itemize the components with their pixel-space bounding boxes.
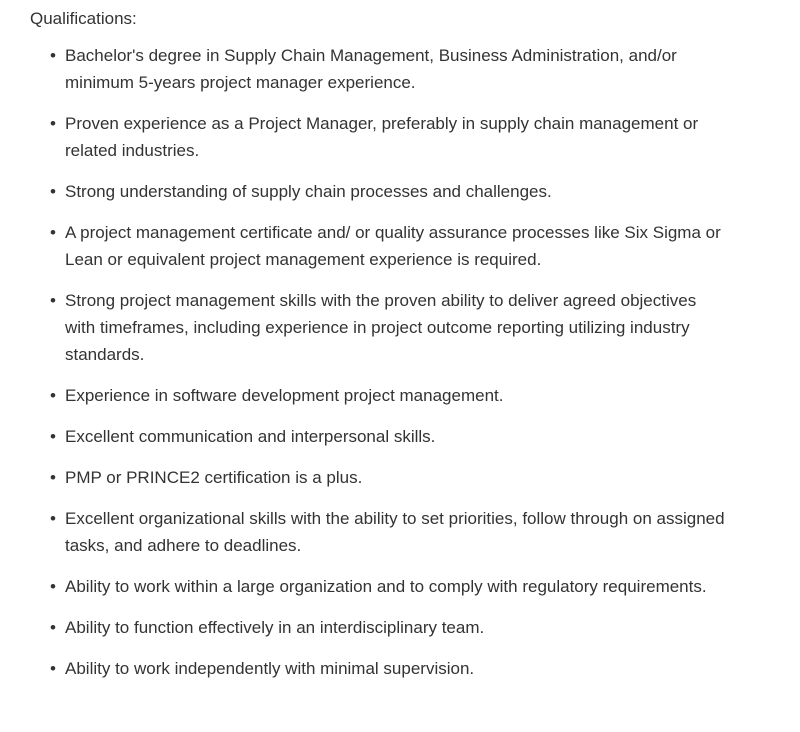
qualifications-list [30,42,800,682]
list-item-text: Ability to function effectively in an interdisciplinary team. [65,618,485,637]
list-item [30,614,725,641]
bullet-icon: • [50,618,56,637]
list-item-text: Strong understanding of supply chain processes and challenges. [65,182,552,201]
list-item-text: Proven experience as a Project Manager, preferably in supply chain management or related industries. [65,114,699,160]
bullet-icon: • [50,223,56,242]
list-item-text: Ability to work independently with minimal supervision. [65,659,475,678]
bullet-icon: • [50,386,56,405]
bullet-icon: • [50,291,56,310]
bullet-icon: • [50,468,56,487]
list-item-text: Experience in software development project management. [65,386,504,405]
bullet-icon: • [50,427,56,446]
list-item [30,573,725,600]
list-item [30,42,725,96]
bullet-icon: • [50,114,56,133]
list-item [30,505,725,559]
list-item [30,423,725,450]
bullet-icon: • [50,659,56,678]
list-item [30,382,725,409]
list-item [30,655,725,682]
list-item [30,219,725,273]
bullet-icon: • [50,46,56,65]
list-item-text: A project management certificate and/ or quality assurance processes like Six Sigma or Lean or equivalent project management experience is required. [65,223,721,269]
list-item [30,178,725,205]
list-item-text: PMP or PRINCE2 certification is a plus. [65,468,363,487]
list-item-text: Bachelor's degree in Supply Chain Management, Business Administration, and/or minimum 5-years project manager experience. [65,46,677,92]
section-heading: Qualifications: [30,9,137,28]
list-item-text: Excellent communication and interpersonal skills. [65,427,436,446]
bullet-icon: • [50,509,56,528]
list-item [30,287,725,368]
list-item-text: Strong project management skills with the proven ability to deliver agreed objectives with timeframes, including experience in project outcome reporting utilizing industry standards. [65,291,697,364]
list-item [30,110,725,164]
list-item-text: Ability to work within a large organization and to comply with regulatory requirements. [65,577,707,596]
bullet-icon: • [50,577,56,596]
list-item-text: Excellent organizational skills with the ability to set priorities, follow through on assigned tasks, and adhere to deadlines. [65,509,725,555]
bullet-icon: • [50,182,56,201]
list-item [30,464,725,491]
